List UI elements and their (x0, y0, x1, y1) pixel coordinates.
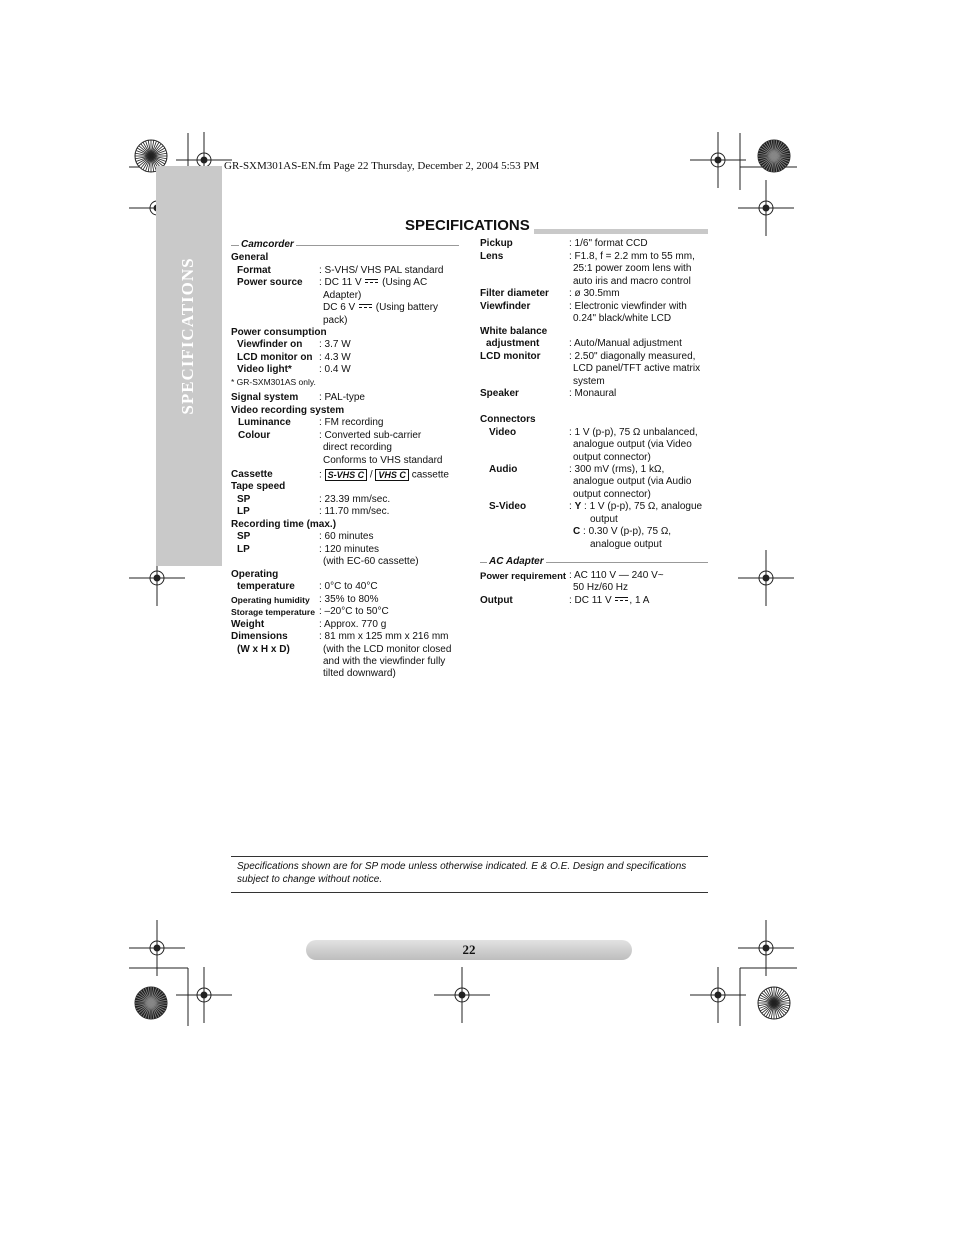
cassette-separator: / (369, 469, 373, 481)
lens-value-1: : F1.8, f = 2.2 mm to 55 mm, (569, 251, 695, 262)
video-light-label: Video light* (237, 364, 292, 375)
rt-lp-label: LP (237, 544, 250, 555)
general-label: General (231, 252, 269, 263)
tape-speed-label: Tape speed (231, 481, 286, 492)
file-header-line: GR-SXM301AS-EN.fm Page 22 Thursday, December 2, 2004 5:53 PM (224, 160, 540, 172)
tape-lp-value: : 11.70 mm/sec. (319, 506, 390, 517)
luminance-label: Luminance (238, 417, 291, 428)
svideo-y-line: : Y : 1 V (p-p), 75 Ω, analogue (569, 501, 703, 512)
dc-symbol-icon (615, 597, 628, 603)
lens-value-3: auto iris and macro control (573, 276, 691, 287)
dimensions-value-3: and with the viewfinder fully (323, 656, 446, 667)
viewfinder-value-2: 0.24" black/white LCD (573, 313, 672, 324)
storage-temp-value: : –20°C to 50°C (319, 606, 389, 617)
tape-sp-value: : 23.39 mm/sec. (319, 494, 391, 505)
power-requirement-label: Power requirement (480, 571, 567, 582)
signal-system-value: : PAL-type (319, 392, 365, 403)
dc-symbol-icon (359, 304, 372, 310)
weight-value: : Approx. 770 g (319, 619, 387, 630)
colour-value-3: Conforms to VHS standard (323, 455, 443, 466)
dc-symbol-icon (365, 279, 378, 285)
power-consumption-label: Power consumption (231, 327, 327, 338)
starburst-mark-icon (758, 987, 790, 1019)
video-connector-value-3: output connector) (573, 452, 651, 463)
storage-temp-label: Storage temperature (231, 607, 316, 617)
power-source-value-2: Adapter) (323, 290, 362, 301)
lcd-monitor-value-1: : 2.50" diagonally measured, (569, 351, 696, 362)
power-source-value-1 (319, 277, 427, 290)
rt-sp-value: : 60 minutes (319, 531, 374, 542)
rt-lp-note: (with EC-60 cassette) (323, 556, 419, 567)
colour-value-1: : Converted sub-carrier (319, 430, 422, 441)
cassette-value: : S-VHS C / VHS C cassette (319, 469, 449, 481)
weight-label: Weight (231, 619, 265, 630)
svideo-y-key: Y (574, 501, 582, 512)
dimensions-value-2: (with the LCD monitor closed (323, 644, 452, 655)
lens-value-2: 25:1 power zoom lens with (573, 263, 692, 274)
footnote-text: Specifications shown are for SP mode unless otherwise indicated. E & O.E. Design and specifications subject to change without notice. (237, 861, 687, 885)
audio-connector-value-3: output connector) (573, 489, 651, 500)
colour-value-2: direct recording (323, 442, 392, 453)
power-source-value-3 (323, 302, 438, 315)
page-number-pill (306, 940, 632, 960)
side-tab (156, 166, 222, 566)
starburst-mark-icon (135, 987, 167, 1019)
pickup-value: : 1/6" format CCD (569, 238, 648, 249)
colour-label: Colour (238, 430, 271, 441)
audio-connector-label: Audio (489, 464, 518, 475)
rt-sp-label: SP (237, 531, 251, 542)
speaker-label: Speaker (480, 388, 519, 399)
ac-adapter-heading: AC Adapter (489, 556, 544, 567)
audio-connector-value-1: : 300 mV (rms), 1 kΩ, (569, 464, 665, 475)
format-label: Format (237, 265, 271, 276)
dimensions-value-4: tilted downward) (323, 668, 396, 679)
output-value (569, 595, 649, 608)
crosshair-target-icon (690, 967, 746, 1023)
lens-label: Lens (480, 251, 504, 262)
page-title: SPECIFICATIONS (405, 217, 534, 234)
dimensions-label-1: Dimensions (231, 631, 288, 642)
side-tab-label: SPECIFICATIONS (178, 257, 197, 415)
output-dc: : DC 11 V (569, 595, 612, 606)
crosshair-target-icon (176, 967, 232, 1023)
operating-temp-label-1: Operating (231, 569, 279, 580)
audio-connector-value-2: analogue output (via Audio (573, 476, 692, 487)
footnote-box (231, 856, 708, 893)
camcorder-heading: Camcorder (241, 239, 294, 250)
lcd-monitor-label: LCD monitor (480, 351, 541, 362)
output-amp: , 1 A (629, 595, 650, 606)
video-connector-value-1: : 1 V (p-p), 75 Ω unbalanced, (569, 427, 698, 438)
svideo-y-value: : 1 V (p-p), 75 Ω, analogue (584, 501, 703, 512)
crosshair-target-icon (738, 180, 794, 236)
power-requirement-value-2: 50 Hz/60 Hz (573, 582, 629, 593)
crosshair-target-icon (738, 550, 794, 606)
cassette-label: Cassette (231, 469, 273, 480)
svhs-c-logo-icon: S-VHS C (325, 469, 368, 481)
pickup-label: Pickup (480, 238, 513, 249)
signal-system-label: Signal system (231, 392, 299, 403)
viewfinder-label: Viewfinder (480, 301, 531, 312)
power-requirement-value-1: : AC 110 V — 240 V~ (569, 570, 664, 581)
video-recording-label: Video recording system (231, 405, 345, 416)
operating-humidity-label: Operating humidity (231, 595, 310, 605)
dimensions-label-2: (W x H x D) (237, 644, 290, 655)
power-source-label: Power source (237, 277, 303, 288)
crosshair-target-icon (690, 132, 746, 188)
filter-value: : ø 30.5mm (569, 288, 620, 299)
format-value: : S-VHS/ VHS PAL standard (319, 265, 444, 276)
svideo-c-key: C (573, 526, 581, 537)
filter-label: Filter diameter (480, 288, 549, 299)
power-source-value-4: pack) (323, 315, 348, 326)
tape-sp-label: SP (237, 494, 251, 505)
video-light-value: : 0.4 W (319, 364, 351, 375)
lcd-on-label: LCD monitor on (237, 352, 313, 363)
power-source-dc6: DC 6 V (323, 302, 356, 313)
connectors-label: Connectors (480, 414, 536, 425)
dimensions-value-1: : 81 mm x 125 mm x 216 mm (319, 631, 449, 642)
video-connector-value-2: analogue output (via Video (573, 439, 692, 450)
operating-temp-label-2: temperature (237, 581, 295, 592)
starburst-mark-icon (758, 140, 790, 172)
cassette-word: cassette (411, 469, 449, 481)
recording-time-label: Recording time (max.) (231, 519, 337, 530)
svideo-c-cont: analogue output (590, 539, 662, 550)
viewfinder-on-value: : 3.7 W (319, 339, 351, 350)
svideo-c-line (573, 526, 671, 539)
operating-temp-value: : 0°C to 40°C (319, 581, 378, 592)
vhs-c-logo-icon: VHS C (375, 469, 409, 481)
white-balance-label-2: adjustment (486, 338, 540, 349)
operating-humidity-value: : 35% to 80% (319, 594, 379, 605)
speaker-value: : Monaural (569, 388, 617, 399)
lcd-monitor-value-2: LCD panel/TFT active matrix (573, 363, 701, 374)
tape-lp-label: LP (237, 506, 250, 517)
lcd-monitor-value-3: system (573, 376, 605, 387)
viewfinder-value-1: : Electronic viewfinder with (569, 301, 687, 312)
luminance-value: : FM recording (319, 417, 384, 428)
video-light-note: * GR-SXM301AS only. (231, 377, 316, 387)
lcd-on-value: : 4.3 W (319, 352, 351, 363)
viewfinder-on-label: Viewfinder on (237, 339, 303, 350)
white-balance-label-1: White balance (480, 326, 548, 337)
svideo-label: S-Video (489, 501, 527, 512)
output-label: Output (480, 595, 513, 606)
rt-lp-value: : 120 minutes (319, 544, 380, 555)
white-balance-value: : Auto/Manual adjustment (569, 338, 682, 349)
video-connector-label: Video (489, 427, 517, 438)
svideo-y-cont: output (590, 514, 618, 525)
power-source-using-battery: (Using battery (375, 302, 439, 313)
power-source-dc11: : DC 11 V (319, 277, 362, 288)
crosshair-target-icon (434, 967, 490, 1023)
power-source-using-ac: (Using AC (382, 277, 428, 288)
page-number: 22 (462, 942, 476, 957)
svideo-c-value: : 0.30 V (p-p), 75 Ω, (583, 526, 672, 537)
